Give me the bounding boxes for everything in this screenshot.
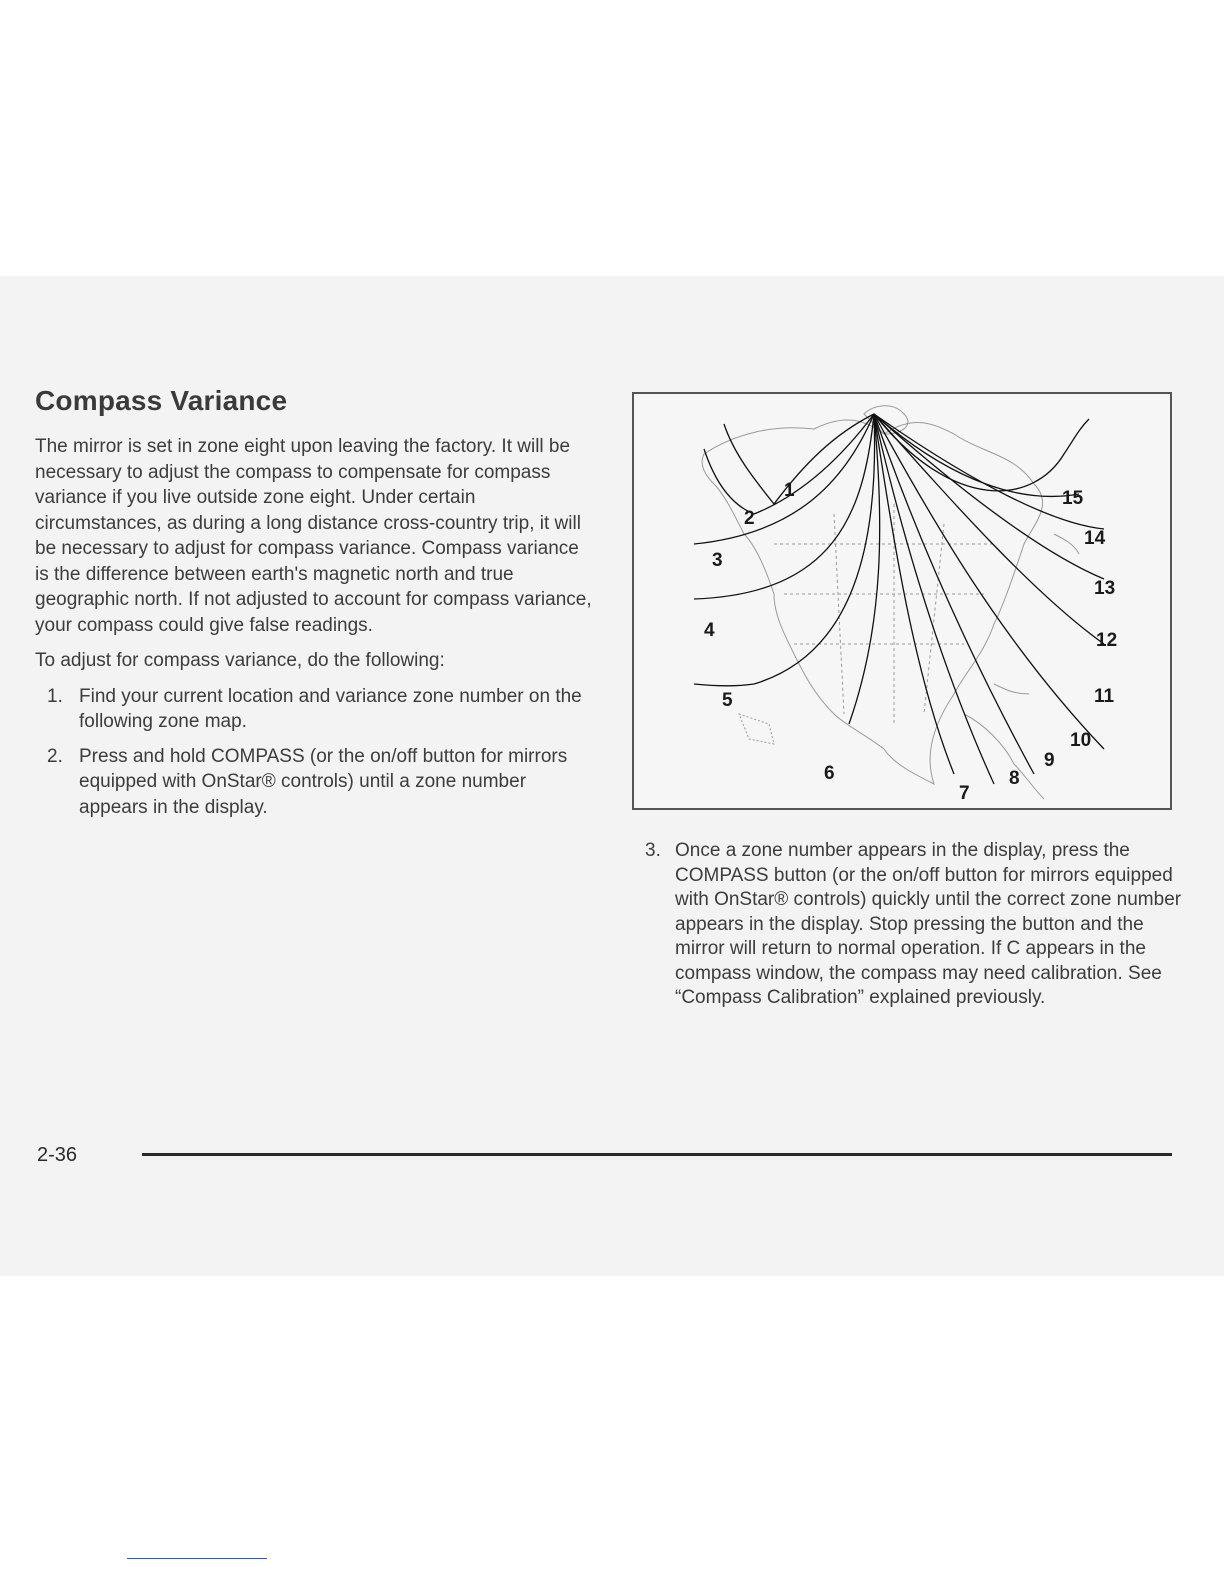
zone-label: 13	[1094, 578, 1116, 599]
north-america-outline	[702, 406, 1079, 799]
zone-boundary-line	[874, 414, 1104, 749]
zone-label: 5	[722, 690, 733, 711]
intro-paragraph: The mirror is set in zone eight upon leaving the factory. It will be necessary to adjust the compass to compensate for compass variance if you live outside zone eight. Under certain circumstances, as during a long distance cross-country trip, it will be necessary to adjust for compass variance. Compass variance is the difference between earth's magnetic north and true geographic north. If not adjusted to account for compass variance, your compass could give false readings.	[35, 436, 592, 636]
step-text: Find your current location and variance zone number on the following zone map.	[79, 685, 582, 732]
step-number: 2.	[47, 745, 63, 767]
zone-map	[632, 392, 1172, 810]
zone-label: 15	[1062, 488, 1084, 509]
page-number: 2-36	[37, 1144, 78, 1166]
zone-label: 14	[1084, 528, 1106, 549]
step-text: Press and hold COMPASS (or the on/off button for mirrors equipped with OnStar® controls) until a zone number appears in the display.	[79, 745, 568, 818]
zone-label: 11	[1094, 686, 1115, 707]
step-number: 3.	[645, 840, 661, 861]
zone-label: 10	[1070, 730, 1092, 751]
zone-label: 4	[704, 620, 715, 641]
footer-rule	[142, 1153, 1172, 1156]
zone-label: 7	[959, 783, 970, 804]
zone-label: 3	[712, 550, 723, 571]
zone-labels	[704, 480, 1117, 804]
page-title: Compass Variance	[35, 385, 288, 416]
step-number: 1.	[47, 685, 63, 707]
zone-boundary-line	[874, 414, 1104, 644]
zone-label: 12	[1096, 630, 1118, 651]
zone-boundary-line	[694, 414, 874, 599]
zone-label: 6	[824, 763, 835, 784]
list-item	[645, 839, 1185, 1011]
variance-zone-lines	[694, 414, 1104, 784]
steps-list	[35, 684, 595, 821]
list-item	[35, 684, 595, 735]
steps-list	[645, 839, 1185, 1011]
step-text: Once a zone number appears in the display, press the COMPASS button (or the on/off button for mirrors equipped with OnStar® controls) quickly until the correct zone number appears in the display. Stop pressing the button and the mirror will return to normal operation. If C appears in the compass window, the compass may need calibration. See “Compass Calibration” explained previously.	[675, 840, 1182, 1008]
zone-map-drawing	[634, 394, 1170, 808]
divider	[127, 1558, 267, 1559]
left-column	[35, 434, 595, 829]
zone-boundary-line	[849, 414, 880, 724]
zone-boundary-line	[874, 414, 1089, 491]
zone-label: 9	[1044, 750, 1055, 771]
zone-boundary-line	[694, 414, 874, 544]
zone-boundary-line	[874, 414, 1104, 529]
instruction-paragraph: To adjust for compass variance, do the following:	[35, 650, 445, 671]
zone-label: 1	[784, 480, 795, 501]
list-item	[35, 744, 595, 821]
zone-label: 2	[744, 508, 755, 529]
right-column	[645, 839, 1185, 1020]
zone-boundary-line	[874, 414, 1079, 496]
zone-label: 8	[1009, 768, 1020, 789]
